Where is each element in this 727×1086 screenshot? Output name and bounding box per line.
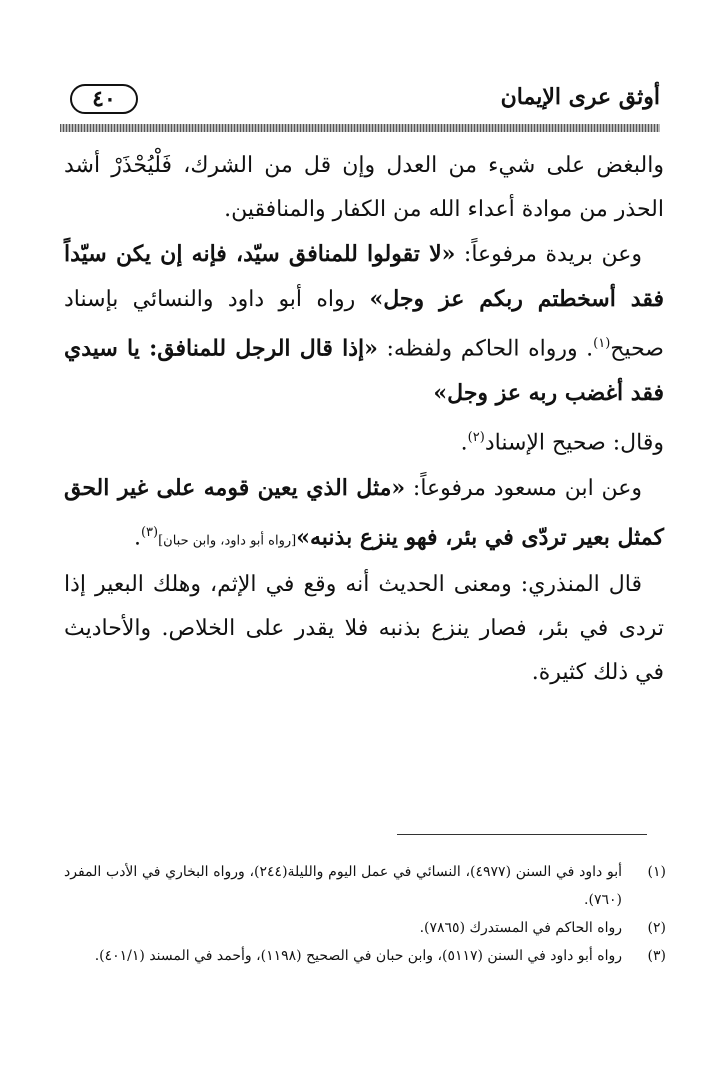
p4-intro: وعن ابن مسعود مرفوعاً:	[405, 475, 642, 501]
footnote-ref[interactable]: (٣)	[140, 524, 159, 540]
p2-rest2: . ورواه الحاكم ولفظه:	[377, 336, 594, 362]
footnote-ref[interactable]: (٢)	[467, 430, 485, 446]
page-number: ٤٠	[70, 84, 138, 114]
paragraph-2	[64, 232, 664, 416]
footnote-item	[64, 942, 666, 970]
main-text	[64, 144, 664, 695]
source-citation: [رواه أبو داود، وابن حبان]	[158, 532, 297, 548]
header-divider	[60, 124, 660, 132]
paragraph-4	[64, 466, 664, 563]
page-header	[60, 82, 660, 116]
p3-text: وقال: صحيح الإسناد	[484, 430, 664, 456]
footnote-item	[64, 858, 666, 914]
p4-end: .	[133, 524, 141, 550]
footnote-number: (١)	[647, 864, 666, 880]
footnote-number: (٣)	[647, 948, 666, 964]
hadith-text: «لا تقولوا للمنافق سيّد، فإنه إن يكن سيّداً فقد أسخطتم ربكم عز وجل»	[64, 241, 664, 312]
footnote-text: رواه الحاكم في المستدرك (٧٨٦٥).	[419, 920, 622, 936]
footnotes	[64, 858, 666, 970]
footnote-ref[interactable]: (١)	[593, 336, 611, 351]
footnote-separator	[397, 834, 647, 835]
paragraph-5: قال المنذري: ومعنى الحديث أنه وقع في الإثم، وهلك البعير إذا تردى في بئر، فصار ينزع بذنبه فلا يقدر على الخلاص. والأحاديث في ذلك كثيرة.	[64, 571, 664, 685]
book-title: أوثق عرى الإيمان	[500, 84, 660, 110]
paragraph-1: والبغض على شيء من العدل وإن قل من الشرك، فَلْيُحْذَرْ أشد الحذر من موادة أعداء الله من الكفار والمنافقين.	[64, 153, 664, 222]
footnote-number: (٢)	[647, 920, 666, 936]
footnote-text: أبو داود في السنن (٤٩٧٧)، النسائي في عمل اليوم والليلة(٢٤٤)، ورواه البخاري في الأدب المفرد (٧٦٠).	[64, 864, 622, 908]
hadith-text: «مثل الذي يعين قومه على غير الحق كمثل بعير تردّى في بئر، فهو ينزع بذنبه»	[64, 474, 664, 550]
paragraph-3	[64, 416, 664, 465]
footnote-text: رواه أبو داود في السنن (٥١١٧)، وابن حبان في الصحيح (١١٩٨)، وأحمد في المسند (٤٠١/١).	[94, 948, 622, 964]
footnote-item	[64, 914, 666, 942]
hadith-text: «إذا قال الرجل للمنافق: يا سيدي فقد أغضب ربه عز وجل»	[64, 335, 664, 407]
p3-end: .	[460, 430, 468, 456]
p2-intro: وعن بريدة مرفوعاً:	[455, 242, 643, 267]
p2-rest: رواه أبو داود والنسائي بإسناد صحيح	[64, 287, 664, 362]
